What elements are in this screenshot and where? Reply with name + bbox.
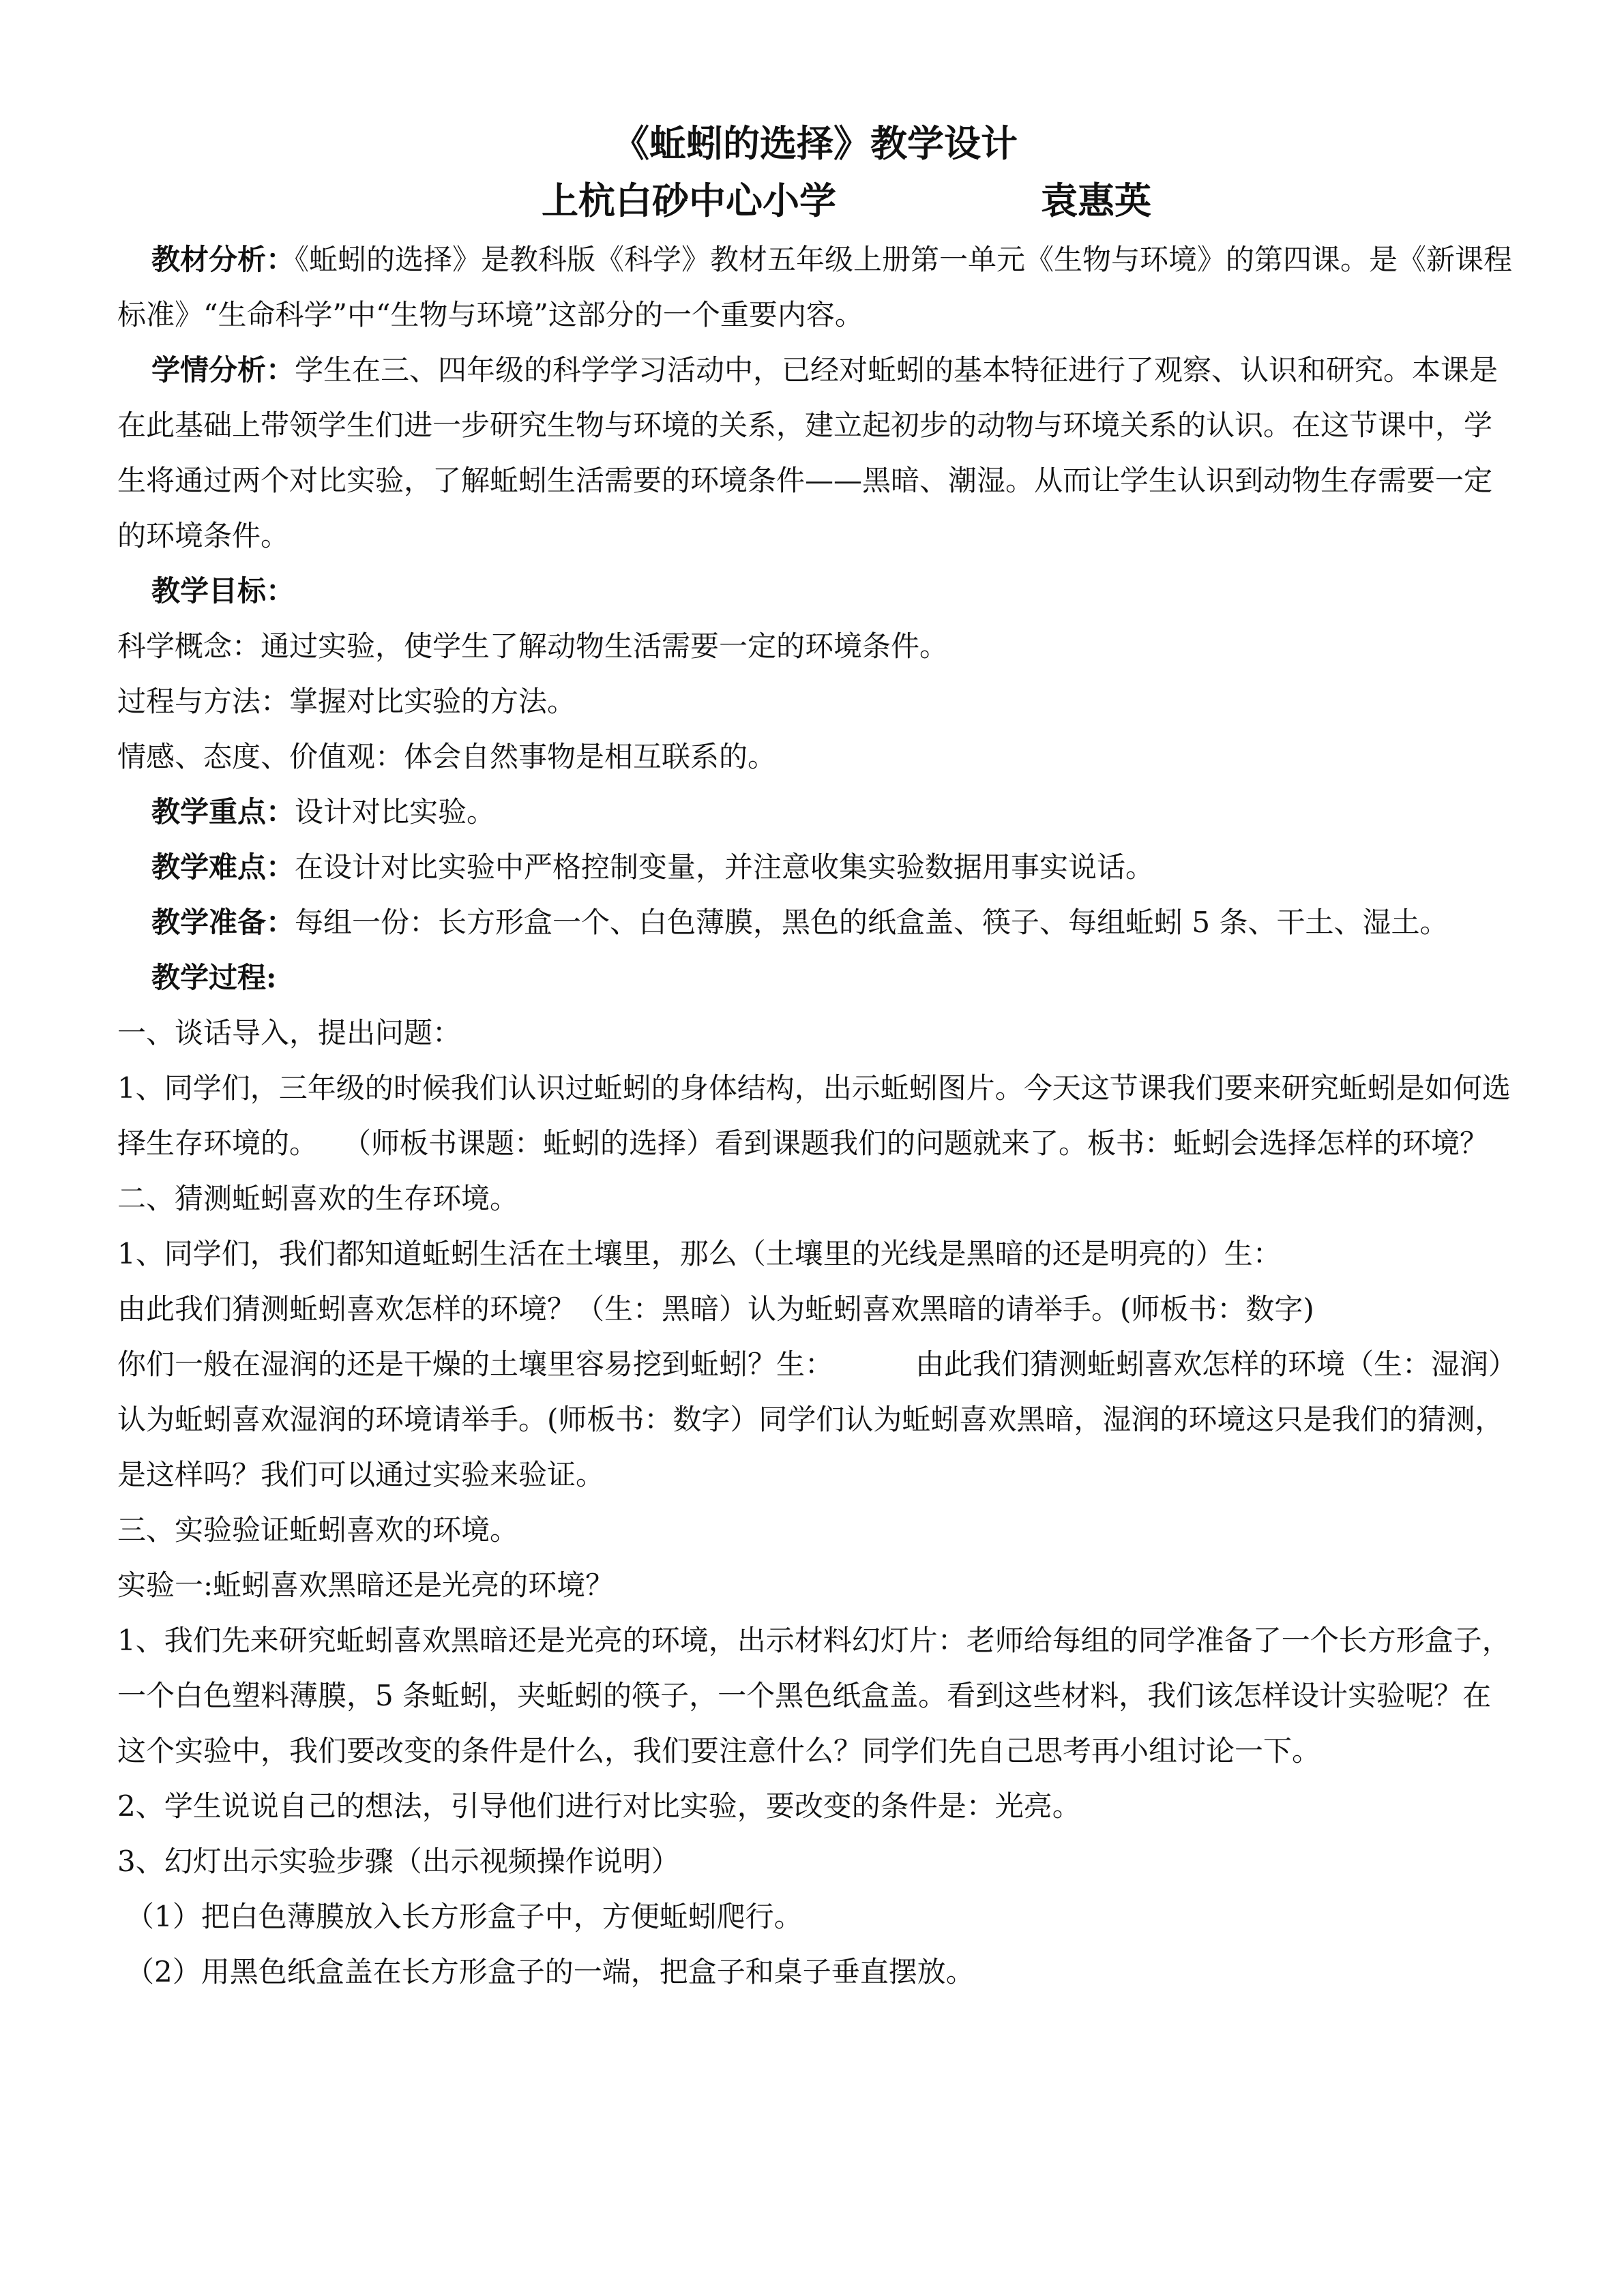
teaching-difficult-text: 在设计对比实验中严格控制变量，并注意收集实验数据用事实说话。 [295, 850, 1155, 884]
teaching-key-point [117, 784, 1513, 839]
teaching-goals-heading: 教学目标： [151, 574, 295, 608]
teaching-difficult-label: 教学难点： [151, 850, 295, 884]
author-name: 袁惠英 [1041, 179, 1151, 222]
step1-heading: 一、谈话导入，提出问题： [117, 1016, 462, 1049]
experiment1-heading: 实验一:蚯蚓喜欢黑暗还是光亮的环境？ [117, 1568, 615, 1602]
teaching-prep-label: 教学准备： [151, 906, 295, 939]
teaching-prep-text: 每组一份：长方形盒一个、白色薄膜，黑色的纸盒盖、筷子、每组蚯蚓 5 条、干土、湿土。 [295, 906, 1449, 939]
step2-item1-line3-part-a: 你们一般在湿润的还是干燥的土壤里容易挖到蚯蚓？生： [117, 1347, 834, 1381]
step2-item1-line3-part-b: 由此我们猜测蚯蚓喜欢怎样的环境（生：湿润）认为蚯蚓喜欢湿润的环境请举手。(师板书：数字）同学们认为蚯蚓喜欢黑暗，湿润的环境这只是我们的猜测，是这样吗？我们可以通过实验来验证。 [117, 1347, 1504, 1491]
step2-item1-line1: 1、同学们，我们都知道蚯蚓生活在土壤里，那么（土壤里的光线是黑暗的还是明亮的）生： [117, 1237, 1282, 1270]
student-analysis-text: 学生在三、四年级的科学学习活动中，已经对蚯蚓的基本特征进行了观察、认识和研究。本课是在此基础上带领学生们进一步研究生物与环境的关系，建立起初步的动物与环境关系的认识。在这节课中，学生将通过两个对比实验，了解蚯蚓生活需要的环境条件——黑暗、潮湿。从而让学生认识到动物生存需要一定的环境条件。 [117, 353, 1498, 552]
student-analysis-label: 学情分析： [151, 353, 295, 387]
experiment1-item3: 3、幻灯出示实验步骤（出示视频操作说明） [117, 1845, 680, 1878]
teaching-key-label: 教学重点： [151, 795, 295, 829]
teaching-process-heading: 教学过程: [151, 961, 277, 994]
school-name: 上杭白砂中心小学 [542, 179, 836, 222]
step2-item1-line3 [117, 1337, 1513, 1502]
step2-heading: 二、猜测蚯蚓喜欢的生存环境。 [117, 1182, 519, 1215]
experiment1-item2: 2、学生说说自己的想法，引导他们进行对比实验，要改变的条件是：光亮。 [117, 1789, 1081, 1823]
experiment1-item1: 1、我们先来研究蚯蚓喜欢黑暗还是光亮的环境，出示材料幻灯片：老师给每组的同学准备了一个长方形盒子，一个白色塑料薄膜，5 条蚯蚓，夹蚯蚓的筷子，一个黑色纸盒盖。看到这些材料，我们该怎样设计实验呢？在这个实验中，我们要改变的条件是什么，我们要注意什么？同学们先自己思考再小组讨论一下。 [117, 1624, 1511, 1768]
experiment1-step2: （2）用黑色纸盒盖在长方形盒子的一端，把盒子和桌子垂直摆放。 [126, 1955, 975, 1988]
step3-heading: 三、实验验证蚯蚓喜欢的环境。 [117, 1513, 519, 1547]
teaching-key-text: 设计对比实验。 [295, 795, 496, 829]
step2-item1-line2: 由此我们猜测蚯蚓喜欢怎样的环境？（生：黑暗）认为蚯蚓喜欢黑暗的请举手。(师板书：数字) [117, 1292, 1314, 1326]
textbook-analysis [117, 232, 1513, 342]
step1-item1-part-a: 1、同学们，三年级的时候我们认识过蚯蚓的身体结构，出示蚯蚓图片。今天这节课我们要来研究蚯蚓是如何选择生存环境的。 [117, 1071, 1511, 1160]
goal-concept: 科学概念：通过实验，使学生了解动物生活需要一定的环境条件。 [117, 629, 949, 663]
textbook-analysis-text: 《蚯蚓的选择》是教科版《科学》教材五年级上册第一单元《生物与环境》的第四课。是《新课程标准》“生命科学”中“生物与环境”这部分的一个重要内容。 [117, 243, 1513, 331]
document-page [117, 115, 1513, 1999]
experiment1-step1: （1）把白色薄膜放入长方形盒子中，方便蚯蚓爬行。 [126, 1900, 803, 1933]
goal-method: 过程与方法：掌握对比实验的方法。 [117, 685, 576, 718]
teaching-preparation [117, 895, 1513, 950]
document-byline [117, 172, 1513, 229]
step1-item1-part-b: （师板书课题：蚯蚓的选择）看到课题我们的问题就来了。板书：蚯蚓会选择怎样的环境？ [342, 1127, 1489, 1160]
textbook-analysis-label: 教材分析： [151, 243, 295, 276]
step1-item1 [117, 1060, 1513, 1171]
teaching-difficult-point [117, 839, 1513, 895]
student-analysis [117, 342, 1513, 563]
goal-emotion: 情感、态度、价值观：体会自然事物是相互联系的。 [117, 740, 777, 773]
document-title: 《蚯蚓的选择》教学设计 [612, 121, 1018, 165]
